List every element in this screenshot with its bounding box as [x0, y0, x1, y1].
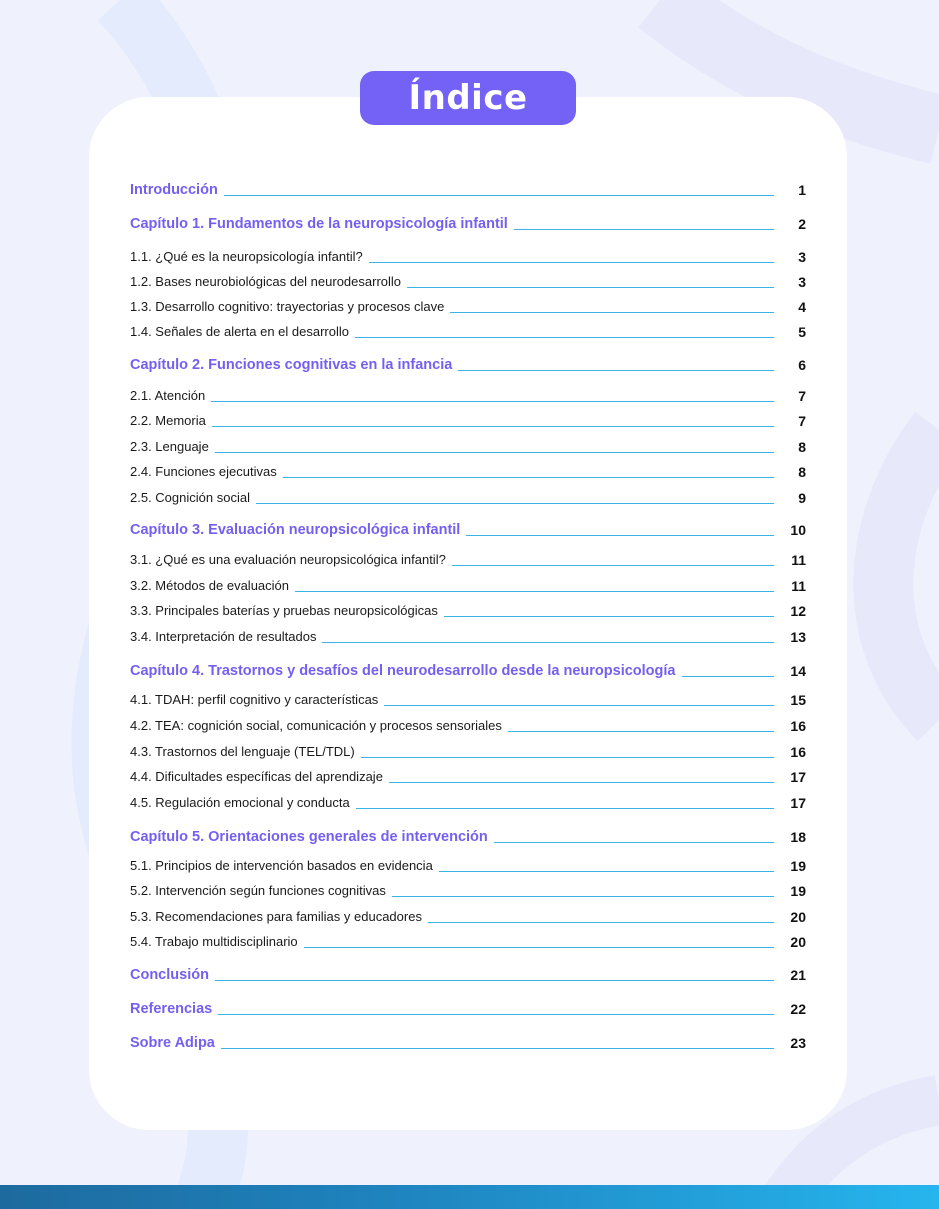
toc-page-number: 5	[798, 324, 806, 340]
toc-entry-label: 5.4. Trabajo multidisciplinario	[130, 934, 298, 949]
toc-entry-chapter[interactable]	[130, 961, 806, 983]
toc-page-number: 17	[790, 769, 806, 785]
toc-leader-line	[494, 842, 774, 843]
toc-entry-chapter[interactable]	[130, 176, 806, 198]
toc-leader-line	[466, 535, 774, 536]
toc-page-number: 8	[798, 464, 806, 480]
toc-page-number: 20	[790, 909, 806, 925]
toc-entry-label: Referencias	[130, 1001, 213, 1017]
toc-entry-label: 1.1. ¿Qué es la neuropsicología infantil?	[130, 249, 363, 264]
toc-leader-line	[392, 896, 774, 897]
toc-entry-section[interactable]	[130, 597, 806, 619]
toc-leader-line	[444, 616, 774, 617]
toc-entry-label: 4.1. TDAH: perfil cognitivo y características	[130, 692, 379, 707]
toc-entry-label: 4.2. TEA: cognición social, comunicación y procesos sensoriales	[130, 718, 502, 733]
toc-page-number: 11	[791, 578, 806, 594]
toc-entry-chapter[interactable]	[130, 516, 806, 538]
toc-entry-section[interactable]	[130, 738, 806, 760]
toc-entry-label: 3.2. Métodos de evaluación	[130, 578, 289, 593]
toc-entry-section[interactable]	[130, 852, 806, 874]
toc-page-number: 8	[798, 439, 806, 455]
toc-entry-label: Capítulo 2. Funciones cognitivas en la infancia	[130, 357, 453, 373]
toc-entry-label: 2.4. Funciones ejecutivas	[130, 464, 277, 479]
toc-page-number: 20	[790, 934, 806, 950]
toc-page-number: 19	[790, 858, 806, 874]
toc-leader-line	[218, 1014, 774, 1015]
toc-entry-section[interactable]	[130, 268, 806, 290]
toc-entry-section[interactable]	[130, 293, 806, 315]
toc-entry-label: 5.2. Intervención según funciones cognitivas	[130, 883, 386, 898]
toc-page-number: 12	[790, 603, 806, 619]
toc-leader-line	[224, 195, 774, 196]
toc-entry-chapter[interactable]	[130, 351, 806, 373]
toc-leader-line	[355, 337, 774, 338]
toc-page-number: 17	[790, 795, 806, 811]
toc-entry-section[interactable]	[130, 623, 806, 645]
toc-entry-label: 3.1. ¿Qué es una evaluación neuropsicológica infantil?	[130, 552, 446, 567]
toc-entry-section[interactable]	[130, 572, 806, 594]
toc-leader-line	[369, 262, 774, 263]
toc-page-number: 4	[798, 299, 806, 315]
toc-page-number: 13	[790, 629, 806, 645]
toc-page-number: 14	[790, 663, 806, 679]
toc-entry-section[interactable]	[130, 243, 806, 265]
toc-entry-label: 1.2. Bases neurobiológicas del neurodesarrollo	[130, 274, 402, 289]
toc-entry-chapter[interactable]	[130, 210, 806, 232]
toc-entry-label: 5.1. Principios de intervención basados en evidencia	[130, 858, 433, 873]
toc-entry-label: 3.4. Interpretación de resultados	[130, 629, 317, 644]
toc-entry-section[interactable]	[130, 546, 806, 568]
toc-leader-line	[682, 676, 775, 677]
toc-entry-label: 3.3. Principales baterías y pruebas neuropsicológicas	[130, 603, 438, 618]
toc-entry-label: 4.3. Trastornos del lenguaje (TEL/TDL)	[130, 744, 355, 759]
toc-entry-label: Capítulo 3. Evaluación neuropsicológica infantil	[130, 522, 461, 538]
toc-leader-line	[389, 782, 774, 783]
toc-entry-section[interactable]	[130, 903, 806, 925]
toc-leader-line	[407, 287, 774, 288]
toc-page-number: 9	[798, 490, 806, 506]
toc-entry-section[interactable]	[130, 789, 806, 811]
toc-page-number: 7	[798, 388, 806, 404]
toc-entry-label: Capítulo 1. Fundamentos de la neuropsicología infantil	[130, 216, 508, 232]
toc-entry-section[interactable]	[130, 763, 806, 785]
footer-bar	[0, 1185, 939, 1209]
toc-leader-line	[508, 731, 774, 732]
toc-entry-chapter[interactable]	[130, 657, 806, 679]
toc-entry-label: 1.3. Desarrollo cognitivo: trayectorias y procesos clave	[130, 299, 445, 314]
toc-leader-line	[384, 705, 774, 706]
toc-page-number: 1	[798, 182, 806, 198]
toc-entry-section[interactable]	[130, 877, 806, 899]
toc-leader-line	[428, 922, 774, 923]
toc-entry-label: 2.5. Cognición social	[130, 490, 250, 505]
toc-leader-line	[256, 503, 774, 504]
toc-entry-section[interactable]	[130, 484, 806, 506]
toc-entry-section[interactable]	[130, 407, 806, 429]
toc-page-number: 3	[798, 274, 806, 290]
toc-page-number: 7	[798, 413, 806, 429]
toc-page-number: 2	[798, 216, 806, 232]
toc-page-number: 3	[798, 249, 806, 265]
toc-leader-line	[450, 312, 774, 313]
toc-leader-line	[295, 591, 774, 592]
toc-leader-line	[211, 401, 774, 402]
toc-leader-line	[212, 426, 774, 427]
toc-leader-line	[322, 642, 774, 643]
toc-entry-label: 4.5. Regulación emocional y conducta	[130, 795, 350, 810]
toc-page-number: 21	[790, 967, 806, 983]
toc-leader-line	[439, 871, 774, 872]
toc-page-number: 16	[790, 718, 806, 734]
toc-page-number: 16	[790, 744, 806, 760]
toc-entry-label: Introducción	[130, 182, 218, 198]
toc-leader-line	[514, 229, 774, 230]
toc-leader-line	[452, 565, 774, 566]
toc-entry-section[interactable]	[130, 928, 806, 950]
toc-entry-section[interactable]	[130, 712, 806, 734]
toc-leader-line	[283, 477, 774, 478]
toc-entry-chapter[interactable]	[130, 1029, 806, 1051]
toc-leader-line	[215, 452, 774, 453]
toc-entry-section[interactable]	[130, 382, 806, 404]
toc-leader-line	[221, 1048, 774, 1049]
toc-entry-label: Conclusión	[130, 967, 209, 983]
toc-entry-label: Sobre Adipa	[130, 1035, 215, 1051]
toc-entry-label: 2.3. Lenguaje	[130, 439, 209, 454]
toc-page-number: 19	[790, 883, 806, 899]
toc-leader-line	[361, 757, 774, 758]
toc-leader-line	[458, 370, 774, 371]
toc-page-number: 11	[791, 552, 806, 568]
toc-entry-chapter[interactable]	[130, 823, 806, 845]
toc-entry-label: 2.1. Atención	[130, 388, 206, 403]
toc-entry-label: Capítulo 4. Trastornos y desafíos del neurodesarrollo desde la neuropsicología	[130, 663, 676, 679]
toc-page-number: 22	[790, 1001, 806, 1017]
toc-page-number: 10	[790, 522, 806, 538]
toc-entry-section[interactable]	[130, 318, 806, 340]
toc-entry-label: Capítulo 5. Orientaciones generales de intervención	[130, 829, 488, 845]
toc-page-number: 18	[790, 829, 806, 845]
toc-entry-label: 5.3. Recomendaciones para familias y educadores	[130, 909, 422, 924]
toc-entry-label: 1.4. Señales de alerta en el desarrollo	[130, 324, 349, 339]
toc-entry-section[interactable]	[130, 458, 806, 480]
toc-entry-label: 2.2. Memoria	[130, 413, 206, 428]
toc-page-number: 6	[798, 357, 806, 373]
toc-page-number: 23	[790, 1035, 806, 1051]
toc-entry-section[interactable]	[130, 686, 806, 708]
toc-leader-line	[356, 808, 774, 809]
toc-entry-chapter[interactable]	[130, 995, 806, 1017]
toc-entry-label: 4.4. Dificultades específicas del aprendizaje	[130, 769, 383, 784]
toc-leader-line	[304, 947, 774, 948]
page-title: Índice	[360, 71, 576, 125]
toc-page-number: 15	[790, 692, 806, 708]
toc-leader-line	[215, 980, 774, 981]
toc-entry-section[interactable]	[130, 433, 806, 455]
